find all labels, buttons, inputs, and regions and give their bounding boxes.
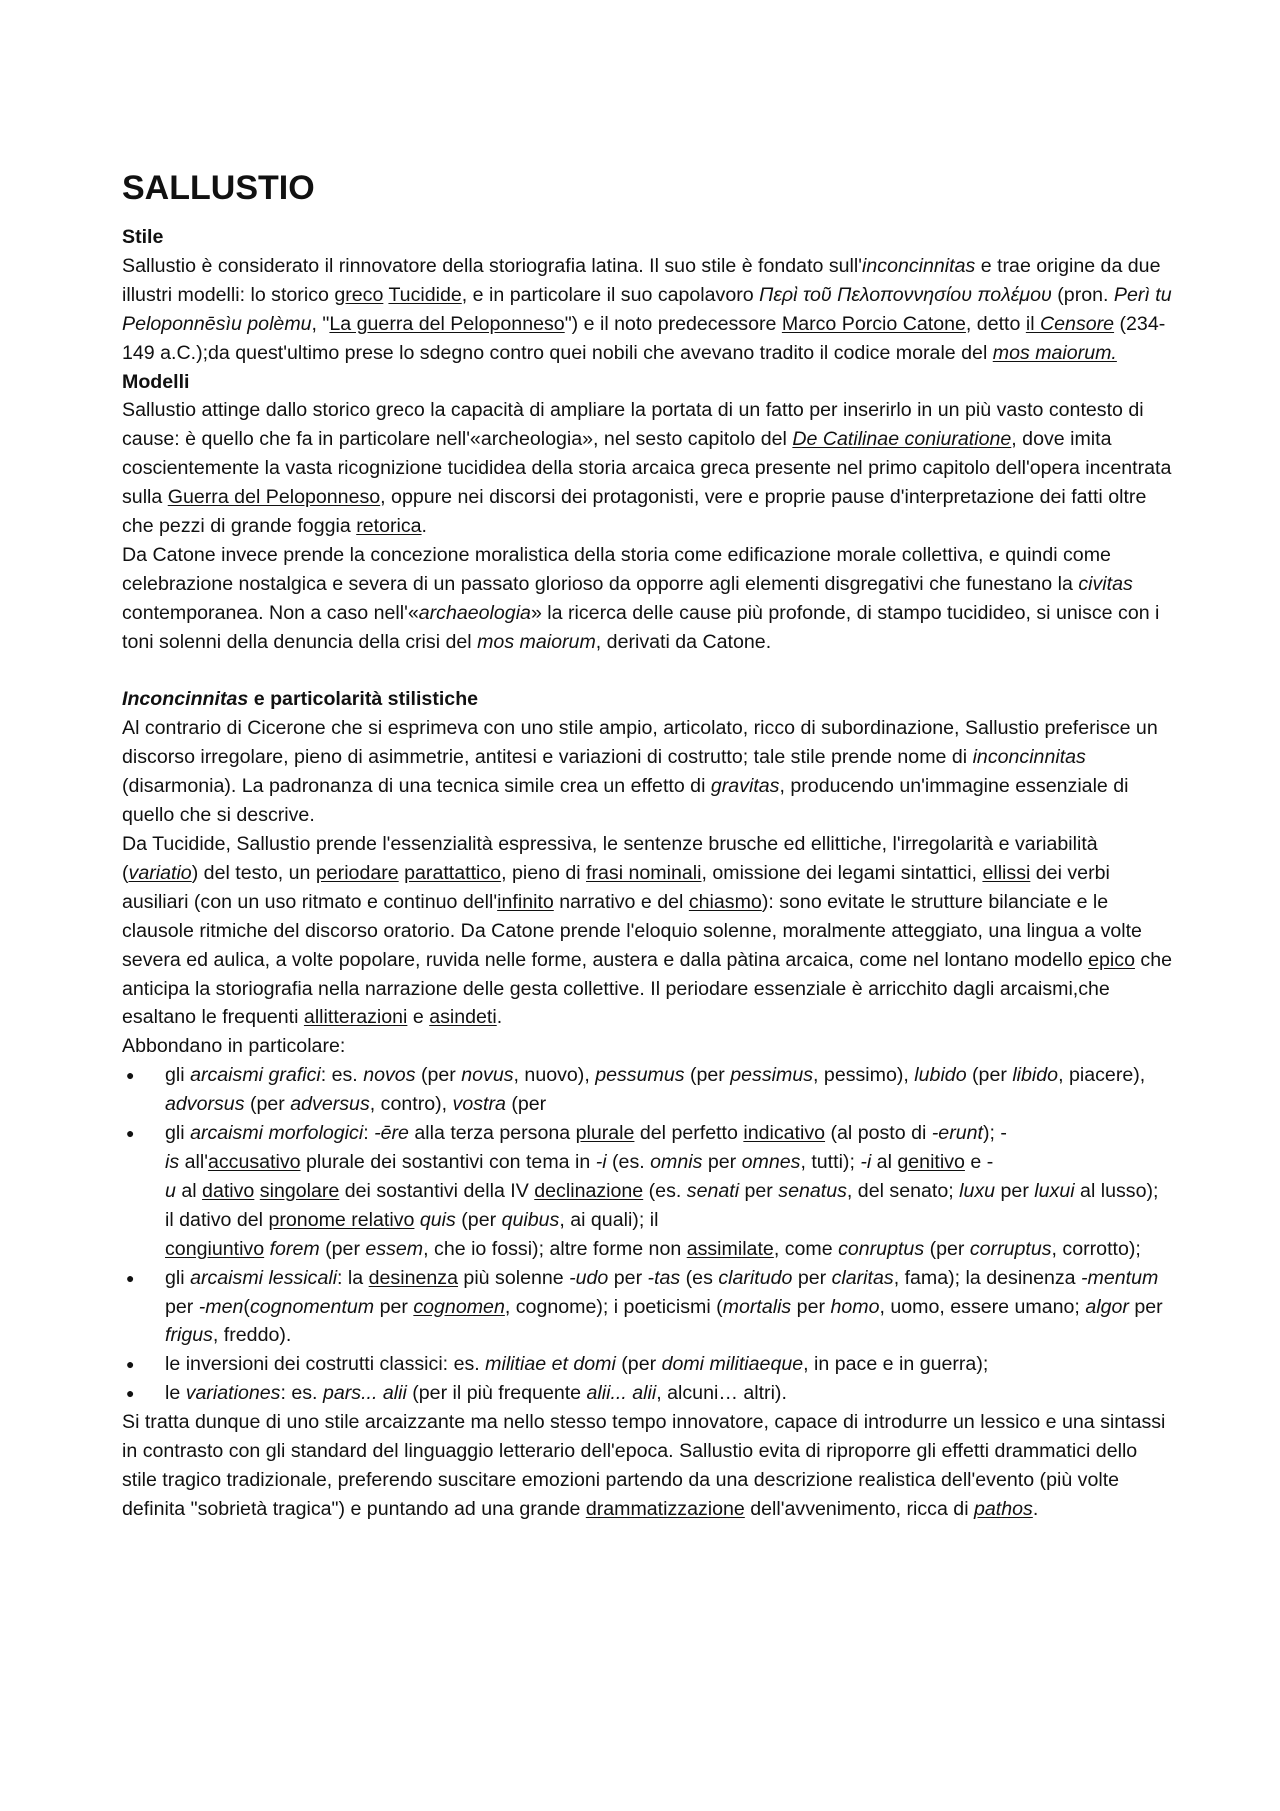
link-genitivo[interactable]: genitivo [897,1150,965,1173]
list-item: ● gli arcaismi morfologici: -ēre alla terza persona plurale del perfetto indicativo (al posto di -erunt); - is all'accusativo plurale dei sostantivi con tema in -i (es. omnis per omnes, tutti); -i al genitivo e - u al dativo singolare dei sostantivi della IV declinazione (es. senati per senatus, del senato; luxu per luxui al lusso); il dativo del pronome relativo quis (per quibus, ai quali); il congiuntivo forem (per essem, che io fossi); altre forme non assimilate, come conruptus (per corruptus, corrotto); [122,1119,1172,1264]
link-ellissi[interactable]: ellissi [982,861,1031,884]
bullet-icon: ● [126,1269,135,1286]
link-mos-maiorum[interactable]: mos maiorum. [992,341,1117,364]
paragraph-stile: Sallustio è considerato il rinnovatore della storiografia latina. Il suo stile è fondato sull'inconcinnitas e trae origine da due illustri modelli: lo storico greco Tucidide, e in particolare il suo capolavoro Περὶ τοῦ Πελοποννησίου πολέμου (pron. Perì tu Peloponnēsìu polèmu, "La guerra del Peloponneso") e il noto predecessore Marco Porcio Catone, detto il Censore (234-149 a.C.);da quest'ultimo prese lo sdegno contro quei nobili che avevano tradito il codice morale del mos maiorum. [122,254,1172,364]
heading-stile: Stile [122,226,164,248]
link-de-catilinae[interactable]: De Catilinae coniuratione [792,428,1012,451]
link-accusativo[interactable]: accusativo [207,1150,301,1173]
link-assimilate[interactable]: assimilate [686,1237,774,1260]
link-cognomen[interactable]: cognomen [413,1295,505,1318]
paragraph-inconcinnitas-2: Da Tucidide, Sallustio prende l'essenzialità espressiva, le sentenze brusche ed ellittiche, l'irregolarità e variabilità (variatio) del testo, un periodare parattattico, pieno di frasi nominali, omissione dei legami sintattici, ellissi dei verbi ausiliari (con un uso ritmato e continuo dell'infinito narrativo e del chiasmo): sono evitate le strutture bilanciate e le clausole ritmiche del discorso oratorio. Da Catone prende l'eloquio solenne, moralmente atteggiato, una lingua a volte severa ed aulica, a volte popolare, ruvida nelle forme, austera e dalla pàtina arcaica, come nel lontano modello epico che anticipa la storiografia nella narrazione delle gesta collettive. Il periodare essenziale è arricchito dagli arcaismi,che esaltano le frequenti allitterazioni e asindeti. [122,833,1173,1029]
link-allitterazioni[interactable]: allitterazioni [303,1006,408,1029]
document-body [122,223,1172,1524]
link-guerra-del-peloponneso[interactable]: Guerra del Peloponneso [167,486,381,509]
link-dativo[interactable]: dativo [202,1179,255,1202]
link-tucidide[interactable]: Tucidide [388,283,462,306]
bullet-icon: ● [126,1125,135,1142]
link-guerra-peloponneso[interactable]: La guerra del Peloponneso [329,312,565,335]
link-chiasmo[interactable]: chiasmo [688,890,762,913]
link-congiuntivo[interactable]: congiuntivo [165,1237,265,1260]
list-intro: Abbondano in particolare: [122,1035,346,1058]
link-il-censore[interactable]: il Censore [1025,312,1115,335]
link-asindeti[interactable]: asindeti [429,1006,497,1029]
link-retorica[interactable]: retorica [356,515,422,538]
link-desinenza[interactable]: desinenza [368,1266,458,1289]
link-drammatizzazione[interactable]: drammatizzazione [585,1497,745,1520]
paragraph-inconcinnitas-1: Al contrario di Cicerone che si esprimeva con uno stile ampio, articolato, ricco di subordinazione, Sallustio preferisce un discorso irregolare, pieno di asimmetrie, antitesi e variazioni di costrutto; tale stile prende nome di inconcinnitas (disarmonia). La padronanza di una tecnica simile crea un effetto di gravitas, producendo un'immagine essenziale di quello che si descrive. [122,717,1158,827]
list-item: ● gli arcaismi grafici: es. novos (per novus, nuovo), pessumus (per pessimus, pessimo), lubido (per libido, piacere), advorsus (per adversus, contro), vostra (per [122,1061,1172,1119]
page-title: SALLUSTIO [122,169,315,207]
heading-modelli: Modelli [122,370,190,393]
bullet-icon: ● [126,1385,135,1402]
link-singolare[interactable]: singolare [259,1179,340,1202]
link-declinazione[interactable]: declinazione [534,1179,644,1202]
link-pronome-relativo[interactable]: pronome relativo [268,1208,415,1231]
bullet-icon: ● [126,1067,135,1084]
link-epico[interactable]: epico [1088,948,1135,971]
link-infinito[interactable]: infinito [497,890,554,913]
paragraph-conclusion: Si tratta dunque di uno stile arcaizzante ma nello stesso tempo innovatore, capace di introdurre un lessico e una sintassi in contrasto con gli standard del linguaggio letterario dell'epoca. Sallustio evita di riproporre gli effetti drammatici dello stile tragico tradizionale, preferendo suscitare emozioni partendo da una descrizione realistica dell'evento (più volte definita "sobrietà tragica") e puntando ad una grande drammatizzazione dell'avvenimento, ricca di pathos. [122,1411,1166,1520]
paragraph-modelli-1: Sallustio attinge dallo storico greco la capacità di ampliare la portata di un fatto per inserirlo in un più vasto contesto di cause: è quello che fa in particolare nell'«archeologia», nel sesto capitolo del De Catilinae coniuratione, dove imita coscientemente la vasta ricognizione tucididea della storia arcaica greca presente nel primo capitolo dell'opera incentrata sulla Guerra del Peloponneso, oppure nei discorsi dei protagonisti, vere e proprie pause d'interpretazione dei fatti oltre che pezzi di grande foggia retorica. [122,399,1172,538]
link-greco[interactable]: greco [334,283,384,306]
link-frasi-nominali[interactable]: frasi nominali [586,861,702,884]
bullet-icon: ● [126,1356,135,1373]
link-indicativo[interactable]: indicativo [743,1122,826,1145]
link-periodare[interactable]: periodare [315,861,399,884]
link-parattattico[interactable]: parattattico [404,861,502,884]
spacer [122,657,1172,686]
link-plurale[interactable]: plurale [575,1122,635,1145]
archaisms-list [122,1061,1172,1408]
link-pathos[interactable]: pathos [974,1497,1033,1520]
list-item: ● le inversioni dei costrutti classici: es. militiae et domi (per domi militiaeque, in pace e in guerra); [122,1350,1172,1379]
list-item: ● gli arcaismi lessicali: la desinenza più solenne -udo per -tas (es claritudo per claritas, fama); la desinenza -mentum per -men(cognomentum per cognomen, cognome); i poeticismi (mortalis per homo, uomo, essere umano; algor per frigus, freddo). [122,1264,1172,1351]
link-variatio[interactable]: variatio [128,861,192,884]
link-marco-porcio-catone[interactable]: Marco Porcio Catone [781,312,966,335]
paragraph-modelli-2: Da Catone invece prende la concezione moralistica della storia come edificazione morale collettiva, e quindi come celebrazione nostalgica e severa di un passato glorioso da opporre agli elementi disgregativi che funestano la civitas contemporanea. Non a caso nell'«archaeologia» la ricerca delle cause più profonde, di stampo tucidideo, si unisce con i toni solenni della denuncia della crisi del mos maiorum, derivati da Catone. [122,543,1160,653]
heading-inconcinnitas: Inconcinnitas e particolarità stilistiche [122,688,479,711]
list-item: ● le variationes: es. pars... alii (per il più frequente alii... alii, alcuni… altri). [122,1379,1172,1408]
